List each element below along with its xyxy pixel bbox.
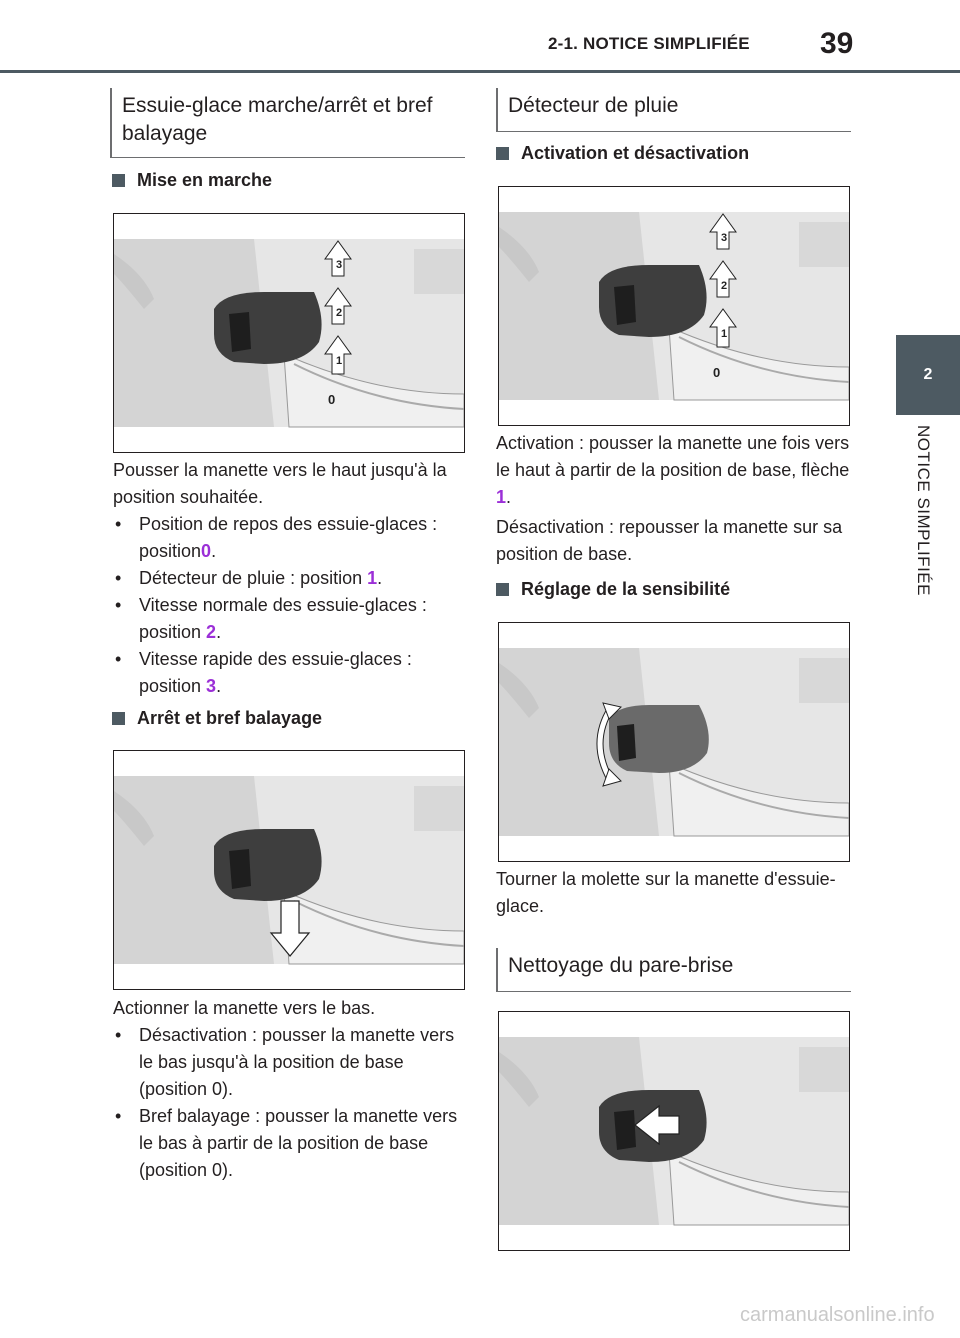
subheading-arret <box>112 708 322 729</box>
section-title-windshield-cleaning <box>496 948 851 992</box>
square-bullet-icon <box>496 583 509 596</box>
section-title-text: Essuie-glace marche/arrêt et bref balayage <box>122 94 433 145</box>
subheading-text: Arrêt et bref balayage <box>137 708 323 728</box>
figure-sensitivity <box>498 622 850 862</box>
position-1-label: 1 <box>336 355 343 367</box>
section-title-wiper <box>110 88 465 158</box>
subheading-text: Réglage de la sensibilité <box>521 579 731 599</box>
wiper-stalk-illustration <box>114 214 464 452</box>
section-title-text: Détecteur de pluie <box>508 94 679 117</box>
figure-rain-sensor <box>498 186 850 426</box>
paragraph-push-down: Actionner la manette vers le bas. <box>113 998 376 1018</box>
chapter-tab: 2 <box>896 335 960 415</box>
section-title-rain-sensor <box>496 88 851 132</box>
running-header: 2-1. NOTICE SIMPLIFIÉE <box>548 34 750 53</box>
bullet-brief-wipe: • Bref balayage : pousser la manette vers le bas à partir de la position de base (position 0). <box>115 1106 458 1180</box>
subheading-text: Activation et désactivation <box>521 143 750 163</box>
position-2-label: 2 <box>721 280 728 292</box>
position-3-label: 3 <box>721 232 728 244</box>
chapter-tab-label: NOTICE SIMPLIFIÉE <box>914 425 933 596</box>
bullet-position-1: • Détecteur de pluie : position 1. <box>115 568 383 588</box>
bullet-position-3: • Vitesse rapide des essuie-glaces : position 3. <box>115 649 412 696</box>
header-rule <box>0 70 960 73</box>
position-3-label: 3 <box>336 259 343 271</box>
square-bullet-icon <box>496 147 509 160</box>
subheading-text: Mise en marche <box>137 170 273 190</box>
wiper-stalk-illustration <box>499 187 849 425</box>
page-number: 39 <box>820 27 854 60</box>
paragraph-deactivation: Désactivation : repousser la manette sur sa position de base. <box>496 517 843 564</box>
wiper-stalk-pull-illustration <box>499 1012 849 1250</box>
bullet-position-0: • Position de repos des essuie-glaces : position0. <box>115 514 438 561</box>
paragraph-push-up: Pousser la manette vers le haut jusqu'à la position souhaitée. <box>113 460 447 507</box>
wiper-thumbwheel-illustration <box>499 623 849 861</box>
paragraph-rotate-wheel: Tourner la molette sur la manette d'essuie-glace. <box>496 869 836 916</box>
position-0-label: 0 <box>713 365 721 380</box>
subheading-activation <box>496 143 749 164</box>
paragraph-activation: Activation : pousser la manette une fois vers le haut à partir de la position de base, flèche 1. <box>496 433 850 507</box>
figure-wiper-up <box>113 213 465 453</box>
bullet-position-2: • Vitesse normale des essuie-glaces : position 2. <box>115 595 427 642</box>
wiper-stalk-down-illustration <box>114 751 464 989</box>
bullet-deactivation: • Désactivation : pousser la manette vers le bas jusqu'à la position de base (position 0). <box>115 1025 455 1099</box>
watermark: carmanualsonline.info <box>740 1304 935 1326</box>
subheading-sensitivity <box>496 579 730 600</box>
section-title-text: Nettoyage du pare-brise <box>508 954 734 977</box>
subheading-mise-en-marche <box>112 170 272 191</box>
figure-windshield-cleaning <box>498 1011 850 1251</box>
position-0-label: 0 <box>328 392 336 407</box>
figure-wiper-down <box>113 750 465 990</box>
position-1-label: 1 <box>721 328 728 340</box>
position-2-label: 2 <box>336 307 343 319</box>
square-bullet-icon <box>112 174 125 187</box>
square-bullet-icon <box>112 712 125 725</box>
